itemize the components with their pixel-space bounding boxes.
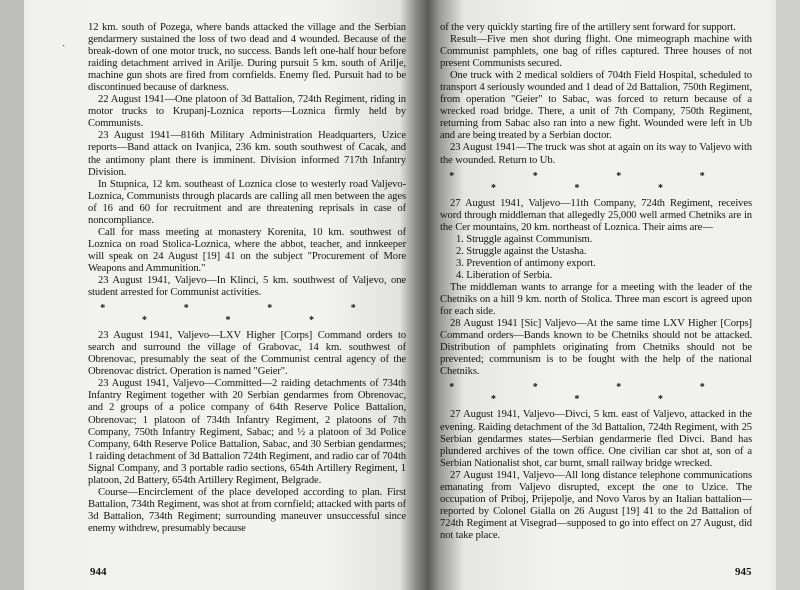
scan-margin-left (0, 0, 24, 590)
paragraph: 27 August 1941, Valjevo—Divci, 5 km. east of Valjevo, attacked in the evening. Raiding detachment of the 3d Battalion, 724th Regiment, with 25 Serbian gendarmes states—Serbian gendarmerie fled Divci. Band has plundered archives of the town office. One civilian car shot at, son of a Serbian Nationalist shot, car burnt, small railway bridge wrecked. (440, 409, 752, 469)
list-item: 4. Liberation of Serbia. (456, 269, 553, 281)
section-separator: * * * * * * * (449, 170, 743, 194)
list-item: 1. Struggle against Communism. (456, 233, 593, 245)
paragraph: The middleman wants to arrange for a meeting with the leader of the Chetniks on a hill 9 km. north of Stolica. Three man escort is agreed upon for each side. (440, 281, 752, 318)
paragraph: 23 August 1941—816th Military Administration Headquarters, Uzice reports—Band attack on Ivanjica, 236 km. south southwest of Cacak, and the antimony plant there is imminent. Division informed 717th Infantry Division. (88, 130, 406, 178)
paragraph: Course—Encirclement of the place developed according to plan. First Battalion, 734th Regiment, was shot at from cornfield; attacked with parts of 3d Battalion, 734th Regiment; surrounding maneuver unsuccessful since enemy withdrew, presumably because (88, 486, 406, 534)
section-separator: * * * * * * * (449, 382, 743, 406)
paragraph: 23 August 1941, Valjevo—Committed—2 raiding detachments of 734th Infantry Regiment together with 20 Serbian gendarmes from Obrenovac, and 2 groups of a police company of 64th Reserve Police Battalion, Obrenovac; 1 platoon of 734th Infantry Regiment, 2 platoons of 7th Company, 750th Infantry Regiment, Sabac; and ½ a platoon of 3d Police Company, 64th Reserve Police Battalion, Sabac, and 30 Serbian gendarmes; 1 raiding detachment of 3d Battalion 724th Regiment, and radio car of 704th Signal Company, and 3 portable radio sections, 654th Artillery Regiment, 1 platoon, 2d Battery, 654th Artillery Regiment, Belgrade. (88, 378, 406, 486)
paragraph: Call for mass meeting at monastery Korenita, 10 km. southwest of Loznica on road Stolica-Loznica, where the abbot, teacher, and innkeeper will speak on 24 August [19] 41 on the subject "Procurement of More Weapons and Ammunition." (88, 226, 406, 274)
paragraph: 23 August 1941—The truck was shot at again on its way to Valjevo with the wounded. Return to Ub. (440, 142, 752, 166)
list-item: 2. Struggle against the Ustasha. (456, 245, 587, 257)
paragraph: Result—Five men shot during flight. One mimeograph machine with Communist pamphlets, one bag of rifles captured. Three houses of not present Communists secured. (440, 34, 752, 70)
scan-margin-right (776, 0, 800, 590)
paragraph: One truck with 2 medical soldiers of 704th Field Hospital, scheduled to transport 4 seriously wounded and 1 dead of 2d Battalion, 750th Regiment, from operation "Geier" to Sabac, was forced to return because of a wrecked road bridge. There, a unit of 7th Company, 750th Regiment, returning from Sabac also ran into a new fight. Wounded were left in Ub and are being treated by a Serbian doctor. (440, 70, 752, 142)
page-number-right: 945 (735, 566, 752, 578)
paragraph: In Stupnica, 12 km. southeast of Loznica close to westerly road Valjevo-Loznica, Communists through placards are calling all men between the ages of 16 and 60 for recruitment and are threatening reprisals in case of noncompliance. (88, 178, 406, 226)
paragraph: 12 km. south of Pozega, where bands attacked the village and the Serbian gendarmery sustained the loss of two dead and 4 wounded. Because of the break-down of one motor truck, no success. Bands left one-half hour before raiding detachment arrived in Arilje. During pursuit 5 km. south of Arilje, machine gun shots are fired from cornfields. Enemy fled. Pursuit had to be discontinued because of darkness. (88, 22, 406, 94)
paragraph: 27 August 1941, Valjevo—All long distance telephone communications emanating from Valjevo disrupted, except the one to Uzice. The occupation of Priboj, Prijepolje, and Novo Varos by an Italian battalion—reported by Colonel Gialla on 26 August [19] 41 to the 2d Battalion of 724th Regiment at Visegrad—supposed to go into effect on 27 August, did not take place. (440, 469, 752, 541)
right-page (440, 22, 752, 542)
paragraph: 27 August 1941, Valjevo—11th Company, 724th Regiment, receives word through middleman that allegedly 25,000 well armed Chetniks are in the Cer mountains, 20 km. northeast of Loznica. Their aims are— (440, 197, 752, 233)
paragraph: 23 August 1941, Valjevo—In Klinci, 5 km. southwest of Valjevo, one student arrested for Communist activities. (88, 274, 406, 299)
page-number-left: 944 (90, 566, 107, 578)
paragraph: 23 August 1941, Valjevo—LXV Higher [Corps] Command orders to search and surround the village of Grabovac, 14 km. southwest of Obrenovac, presumably the seat of the Communist central agency of the Obrenovac district. Operation is named "Geier". (88, 330, 406, 378)
list-item: 3. Prevention of antimony export. (456, 257, 596, 269)
margin-mark: ˎ (62, 36, 66, 47)
paragraph: of the very quickly starting fire of the artillery sent forward for support. (440, 22, 736, 33)
left-page (88, 22, 406, 535)
section-separator: * * * * * * * (100, 303, 394, 327)
paragraph: 28 August 1941 [Sic] Valjevo—At the same time LXV Higher [Corps] Command orders—Bands known to be Chetniks should not be attacked. Distribution of pamphlets originating from Chetniks should not be prevented; communism is to be fought with the help of the national Chetniks. (440, 318, 752, 378)
aims-list (456, 234, 752, 282)
paragraph: 22 August 1941—One platoon of 3d Battalion, 724th Regiment, riding in motor trucks to Krupanj-Loznica reports—Loznica firmly held by Communists. (88, 94, 406, 130)
